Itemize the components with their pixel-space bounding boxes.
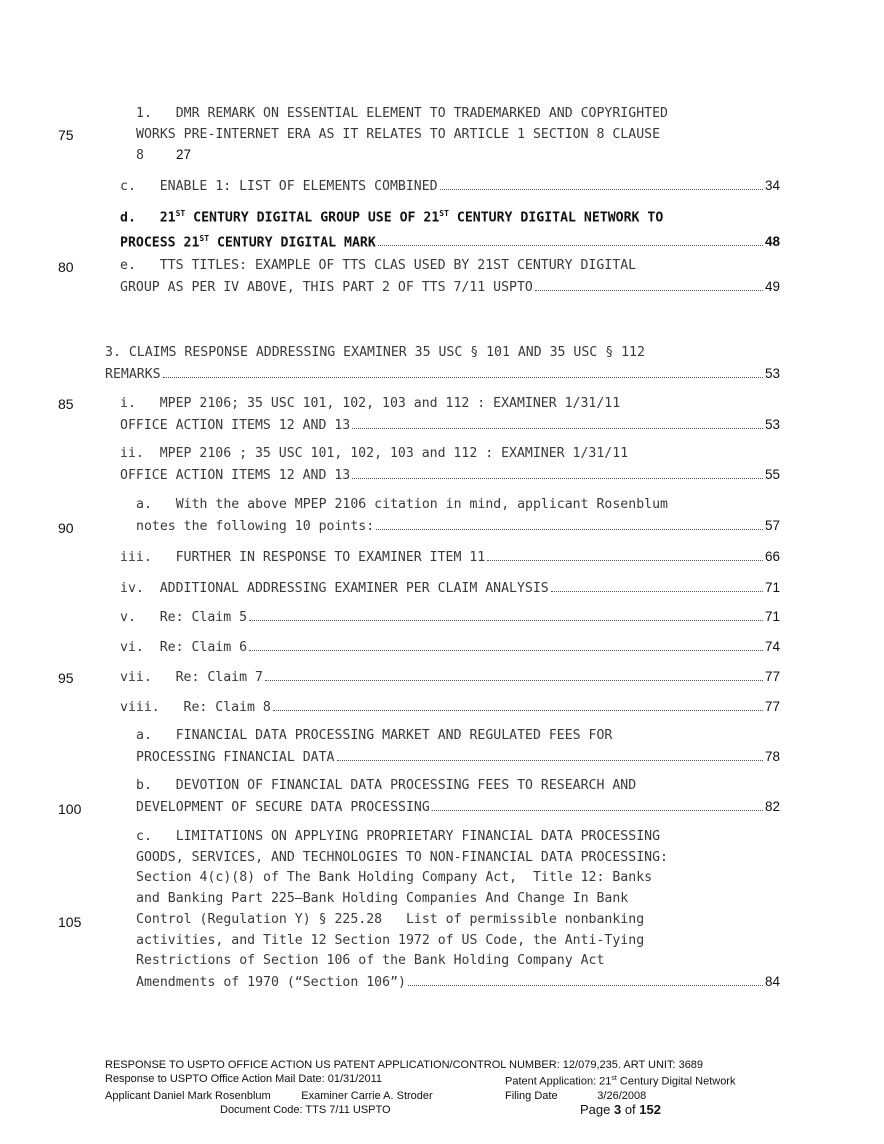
toc-page-number: 48 bbox=[764, 234, 780, 250]
toc-page-number: 77 bbox=[764, 699, 780, 714]
toc-entry[interactable]: viii. Re: Claim 8 77 bbox=[120, 697, 780, 719]
toc-page-number: 27 bbox=[175, 147, 191, 163]
dot-leader bbox=[352, 478, 763, 479]
dot-leader bbox=[551, 591, 763, 592]
footer-applicant-examiner: Applicant Daniel Mark Rosenblum Examiner Carrie A. Stroder bbox=[105, 1089, 433, 1102]
toc-page-number: 74 bbox=[764, 639, 780, 654]
dot-leader bbox=[249, 650, 763, 651]
toc-entry[interactable]: 3. CLAIMS RESPONSE ADDRESSING EXAMINER 35 USC § 101 AND 35 USC § 112 REMARKS 53 bbox=[105, 343, 780, 385]
toc-entry[interactable]: a. FINANCIAL DATA PROCESSING MARKET AND REGULATED FEES FOR PROCESSING FINANCIAL DATA 78 bbox=[136, 726, 780, 768]
dot-leader bbox=[163, 377, 763, 378]
toc-entry[interactable]: a. With the above MPEP 2106 citation in mind, applicant Rosenblum notes the following 10 points: 57 bbox=[136, 495, 780, 537]
toc-page-number: 66 bbox=[764, 549, 780, 564]
toc-entry[interactable]: b. DEVOTION OF FINANCIAL DATA PROCESSING FEES TO RESEARCH AND DEVELOPMENT OF SECURE DATA PROCESSING 82 bbox=[136, 776, 780, 818]
dot-leader bbox=[376, 529, 763, 530]
footer-control-number: RESPONSE TO USPTO OFFICE ACTION US PATENT APPLICATION/CONTROL NUMBER: 12/079,235. ART UNIT: 3689 bbox=[105, 1059, 704, 1071]
toc-page-number: 49 bbox=[764, 278, 780, 294]
toc-entry[interactable]: e. TTS TITLES: EXAMPLE OF TTS CLAS USED BY 21ST CENTURY DIGITAL GROUP AS PER IV ABOVE, THIS PART 2 OF TTS 7/11 USPTO 49 bbox=[120, 256, 780, 298]
line-number: 105 bbox=[58, 914, 82, 930]
footer-patent-application: Patent Application: 21st Century Digital Network bbox=[505, 1075, 736, 1088]
dot-leader bbox=[249, 620, 763, 621]
line-number: 90 bbox=[58, 520, 74, 536]
toc-page-number: 55 bbox=[764, 466, 780, 482]
dot-leader bbox=[378, 245, 763, 246]
toc-entry[interactable]: vii. Re: Claim 7 77 bbox=[120, 667, 780, 689]
toc-entry[interactable]: iii. FURTHER IN RESPONSE TO EXAMINER ITEM 11 66 bbox=[120, 547, 780, 569]
toc-page-number: 82 bbox=[764, 798, 780, 814]
toc-page-number: 34 bbox=[764, 178, 780, 193]
dot-leader bbox=[440, 189, 763, 190]
toc-page-number: 71 bbox=[764, 580, 780, 595]
dot-leader bbox=[535, 290, 763, 291]
line-number: 100 bbox=[58, 801, 82, 817]
dot-leader bbox=[337, 760, 763, 761]
footer-filing-date: Filing Date 3/26/2008 bbox=[505, 1089, 647, 1102]
line-number: 95 bbox=[58, 670, 74, 686]
toc-entry[interactable]: 1. DMR REMARK ON ESSENTIAL ELEMENT TO TRADEMARKED AND COPYRIGHTED WORKS PRE-INTERNET ERA AS IT RELATES TO ARTICLE 1 SECTION 8 CLAUSE 8 27 bbox=[136, 104, 778, 167]
toc-entry[interactable]: d. 21ST CENTURY DIGITAL GROUP USE OF 21ST CENTURY DIGITAL NETWORK TO PROCESS 21ST CENTURY DIGITAL MARK 48 bbox=[120, 204, 780, 254]
toc-entry[interactable]: i. MPEP 2106; 35 USC 101, 102, 103 and 112 : EXAMINER 1/31/11 OFFICE ACTION ITEMS 12 AND 13 53 bbox=[120, 394, 780, 436]
toc-entry[interactable]: c. ENABLE 1: LIST OF ELEMENTS COMBINED 34 bbox=[120, 176, 780, 198]
dot-leader bbox=[352, 428, 763, 429]
dot-leader bbox=[273, 710, 763, 711]
footer-document-code: Document Code: TTS 7/11 USPTO bbox=[220, 1103, 391, 1116]
line-number: 80 bbox=[58, 259, 74, 275]
toc-page-number: 53 bbox=[764, 416, 780, 432]
line-number: 85 bbox=[58, 396, 74, 412]
toc-page-number: 78 bbox=[764, 748, 780, 764]
toc-entry[interactable]: vi. Re: Claim 6 74 bbox=[120, 637, 780, 659]
toc-entry[interactable]: ii. MPEP 2106 ; 35 USC 101, 102, 103 and 112 : EXAMINER 1/31/11 OFFICE ACTION ITEMS 12 AND 13 55 bbox=[120, 444, 780, 486]
page-footer bbox=[105, 1058, 805, 1117]
toc-entry[interactable]: iv. ADDITIONAL ADDRESSING EXAMINER PER CLAIM ANALYSIS 71 bbox=[120, 578, 780, 600]
dot-leader bbox=[487, 560, 763, 561]
toc-entry[interactable]: c. LIMITATIONS ON APPLYING PROPRIETARY FINANCIAL DATA PROCESSING GOODS, SERVICES, AND TECHNOLOGIES TO NON-FINANCIAL DATA PROCESSING: Section 4(c)(8) of The Bank Holding Company Act, Title 12: Banks and Banking Part 225—Bank Holding Companies And Change In Bank Control (Regulation Y) § 225.28 List of permissible nonbanking activities, and Title 12 Section 1972 of US Code, the Anti-Tying Restrictions of Section 106 of the Bank Holding Company Act Amendments of 1970 (“Section 106”) 84 bbox=[136, 827, 780, 994]
toc-page-number: 71 bbox=[764, 609, 780, 624]
dot-leader bbox=[408, 985, 763, 986]
toc-page-number: 57 bbox=[764, 517, 780, 533]
line-number: 75 bbox=[58, 127, 74, 143]
toc-page-number: 84 bbox=[764, 973, 780, 989]
toc-entry[interactable]: v. Re: Claim 5 71 bbox=[120, 607, 780, 629]
dot-leader bbox=[432, 810, 763, 811]
footer-mail-date: Response to USPTO Office Action Mail Date: 01/31/2011 bbox=[105, 1073, 382, 1085]
page-number: Page 3 of 152 bbox=[580, 1101, 661, 1117]
toc-page-number: 53 bbox=[764, 365, 780, 381]
toc-page-number: 77 bbox=[764, 669, 780, 684]
dot-leader bbox=[265, 680, 763, 681]
